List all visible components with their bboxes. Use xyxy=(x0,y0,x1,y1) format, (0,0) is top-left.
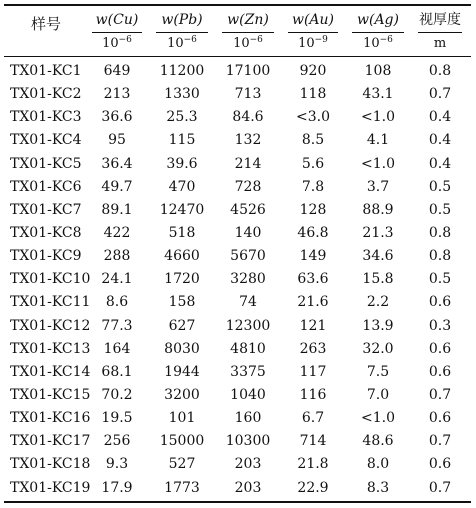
cell-sample-id: TX01-KC19 xyxy=(10,479,91,496)
cell-thickness: 0.5 xyxy=(428,271,452,288)
cell-pb: 627 xyxy=(168,317,196,334)
cell-ag: 8.3 xyxy=(366,479,390,496)
cell-pb: 15000 xyxy=(159,433,205,450)
cell-pb: 4660 xyxy=(164,248,200,265)
cell-cu: 68.1 xyxy=(101,363,133,380)
cell-sample-id: TX01-KC8 xyxy=(10,224,82,241)
cell-ag: 8.0 xyxy=(366,456,390,473)
cell-au: 149 xyxy=(299,248,327,265)
cell-thickness: 0.4 xyxy=(428,132,452,149)
cell-thickness: 0.3 xyxy=(428,317,452,334)
cell-ag: 34.6 xyxy=(362,248,394,265)
table-row xyxy=(4,453,471,476)
cell-zn: 728 xyxy=(234,178,262,195)
cell-sample-id: TX01-KC3 xyxy=(10,109,82,126)
table-row xyxy=(4,83,471,106)
cell-thickness: 0.4 xyxy=(428,155,452,172)
cell-zn: 12300 xyxy=(225,317,271,334)
cell-pb: 115 xyxy=(168,132,196,149)
cell-pb: 1944 xyxy=(164,363,200,380)
cell-cu: 36.4 xyxy=(101,155,133,172)
cell-pb: 12470 xyxy=(159,201,205,218)
cell-au: 63.6 xyxy=(297,271,329,288)
cell-thickness: 0.7 xyxy=(428,386,452,403)
cell-cu: 164 xyxy=(103,340,131,357)
cell-au: 8.5 xyxy=(301,132,325,149)
header-pb xyxy=(150,6,214,56)
table-row xyxy=(4,176,471,199)
table-row xyxy=(4,106,471,129)
fraction-bar xyxy=(156,32,208,33)
cell-thickness: 0.5 xyxy=(428,201,452,218)
cell-cu: 95 xyxy=(108,132,126,149)
cell-zn: 160 xyxy=(234,410,262,427)
table-row xyxy=(4,361,471,384)
cell-thickness: 0.6 xyxy=(428,456,452,473)
cell-pb: 25.3 xyxy=(166,109,198,126)
cell-cu: 8.6 xyxy=(105,294,129,311)
cell-au: 46.8 xyxy=(297,224,329,241)
cell-cu: 9.3 xyxy=(105,456,129,473)
cell-pb: 101 xyxy=(168,410,196,427)
table-row xyxy=(4,338,471,361)
header-unit: $10^{-6}$ xyxy=(167,35,197,51)
cell-cu: 77.3 xyxy=(101,317,133,334)
cell-pb: 158 xyxy=(168,294,196,311)
cell-zn: 10300 xyxy=(225,433,271,450)
cell-cu: 70.2 xyxy=(101,386,133,403)
cell-thickness: 0.8 xyxy=(428,248,452,265)
cell-ag: <1.0 xyxy=(361,109,395,126)
cell-zn: 1040 xyxy=(230,386,266,403)
cell-sample-id: TX01-KC15 xyxy=(10,386,91,403)
cell-zn: 203 xyxy=(234,456,262,473)
cell-ag: 7.0 xyxy=(366,386,390,403)
header-label: w(Cu) xyxy=(95,12,139,28)
header-unit: $10^{-6}$ xyxy=(363,35,393,51)
header-sample-id xyxy=(8,6,84,56)
cell-au: 6.7 xyxy=(301,410,325,427)
cell-ag: 88.9 xyxy=(362,201,394,218)
table-row xyxy=(4,199,471,222)
cell-ag: 43.1 xyxy=(362,86,394,103)
fraction-bar xyxy=(222,32,274,33)
cell-thickness: 0.4 xyxy=(428,109,452,126)
header-label: w(Ag) xyxy=(357,12,399,28)
cell-au: 117 xyxy=(299,363,327,380)
cell-pb: 527 xyxy=(168,456,196,473)
cell-ag: 4.1 xyxy=(366,132,390,149)
header-unit: $10^{-9}$ xyxy=(298,35,328,51)
cell-pb: 1720 xyxy=(164,271,200,288)
cell-sample-id: TX01-KC7 xyxy=(10,201,82,218)
cell-zn: 3280 xyxy=(230,271,266,288)
cell-thickness: 0.6 xyxy=(428,294,452,311)
cell-cu: 24.1 xyxy=(101,271,133,288)
cell-cu: 19.5 xyxy=(101,410,133,427)
cell-sample-id: TX01-KC6 xyxy=(10,178,82,195)
cell-zn: 84.6 xyxy=(232,109,264,126)
cell-cu: 17.9 xyxy=(101,479,133,496)
cell-sample-id: TX01-KC11 xyxy=(10,294,91,311)
cell-cu: 649 xyxy=(103,63,131,79)
cell-au: 714 xyxy=(299,433,327,450)
table-row xyxy=(4,315,471,338)
cell-pb: 8030 xyxy=(164,340,200,357)
cell-thickness: 0.7 xyxy=(428,479,452,496)
header-rule xyxy=(4,56,471,57)
cell-ag: 13.9 xyxy=(362,317,394,334)
cell-ag: 32.0 xyxy=(362,340,394,357)
cell-zn: 140 xyxy=(234,224,262,241)
cell-ag: 3.7 xyxy=(366,178,390,195)
cell-au: 21.8 xyxy=(297,456,329,473)
cell-zn: 5670 xyxy=(230,248,266,265)
header-label: w(Pb) xyxy=(161,12,203,28)
header-label: 样号 xyxy=(30,15,61,33)
table-row xyxy=(4,222,471,245)
cell-pb: 39.6 xyxy=(166,155,198,172)
cell-au: 128 xyxy=(299,201,327,218)
cell-thickness: 0.6 xyxy=(428,363,452,380)
header-au xyxy=(282,6,344,56)
cell-pb: 518 xyxy=(168,224,196,241)
cell-sample-id: TX01-KC13 xyxy=(10,340,91,357)
table-row xyxy=(4,430,471,453)
cell-sample-id: TX01-KC10 xyxy=(10,271,91,288)
cell-au: 22.9 xyxy=(297,479,329,496)
table-row xyxy=(4,477,471,500)
cell-zn: 203 xyxy=(234,479,262,496)
cell-zn: 17100 xyxy=(225,63,271,79)
cell-sample-id: TX01-KC17 xyxy=(10,433,91,450)
cell-ag: 7.5 xyxy=(366,363,390,380)
cell-au: 121 xyxy=(299,317,327,334)
fraction-bar xyxy=(92,32,142,33)
table-row xyxy=(4,153,471,176)
cell-sample-id: TX01-KC16 xyxy=(10,410,91,427)
header-unit: $10^{-6}$ xyxy=(233,35,263,51)
table-row xyxy=(4,384,471,407)
cell-zn: 214 xyxy=(234,155,262,172)
cell-sample-id: TX01-KC9 xyxy=(10,248,82,265)
cell-zn: 713 xyxy=(234,86,262,103)
cell-thickness: 0.6 xyxy=(428,340,452,357)
header-ag xyxy=(346,6,410,56)
cell-cu: 256 xyxy=(103,433,131,450)
table-bottom-rule xyxy=(4,501,471,503)
table-row xyxy=(4,60,471,83)
cell-zn: 132 xyxy=(234,132,262,149)
cell-pb: 1773 xyxy=(164,479,200,496)
cell-cu: 49.7 xyxy=(101,178,133,195)
cell-au: 118 xyxy=(299,86,327,103)
cell-zn: 4526 xyxy=(230,201,266,218)
cell-cu: 36.6 xyxy=(101,109,133,126)
cell-au: 920 xyxy=(299,63,327,79)
cell-zn: 3375 xyxy=(230,363,266,380)
cell-thickness: 0.8 xyxy=(428,224,452,241)
cell-zn: 4810 xyxy=(230,340,266,357)
cell-pb: 3200 xyxy=(164,386,200,403)
cell-cu: 288 xyxy=(103,248,131,265)
cell-ag: 108 xyxy=(364,63,392,79)
table-row xyxy=(4,129,471,152)
cell-thickness: 0.5 xyxy=(428,178,452,195)
cell-sample-id: TX01-KC18 xyxy=(10,456,91,473)
cell-pb: 11200 xyxy=(159,63,205,79)
header-label: w(Zn) xyxy=(227,12,269,28)
header-cu xyxy=(86,6,148,56)
cell-ag: 48.6 xyxy=(362,433,394,450)
cell-pb: 1330 xyxy=(164,86,200,103)
table-row xyxy=(4,291,471,314)
header-thickness xyxy=(412,6,468,56)
cell-au: 7.8 xyxy=(301,178,325,195)
table-header xyxy=(4,6,471,56)
cell-sample-id: TX01-KC5 xyxy=(10,155,82,172)
data-table xyxy=(4,4,471,503)
cell-ag: <1.0 xyxy=(361,410,395,427)
cell-au: 21.6 xyxy=(297,294,329,311)
fraction-bar xyxy=(288,32,338,33)
cell-ag: 15.8 xyxy=(362,271,394,288)
cell-au: 5.6 xyxy=(301,155,325,172)
cell-sample-id: TX01-KC1 xyxy=(10,63,82,79)
table-body xyxy=(4,60,471,500)
header-zn xyxy=(216,6,280,56)
cell-thickness: 0.6 xyxy=(428,410,452,427)
cell-sample-id: TX01-KC4 xyxy=(10,132,82,149)
fraction-bar xyxy=(352,32,404,33)
cell-cu: 422 xyxy=(103,224,131,241)
table-row xyxy=(4,245,471,268)
cell-au: <3.0 xyxy=(296,109,330,126)
cell-pb: 470 xyxy=(168,178,196,195)
cell-thickness: 0.7 xyxy=(428,433,452,450)
cell-ag: 2.2 xyxy=(366,294,390,311)
cell-cu: 213 xyxy=(103,86,131,103)
header-label: w(Au) xyxy=(291,12,335,28)
cell-thickness: 0.7 xyxy=(428,86,452,103)
cell-zn: 74 xyxy=(239,294,257,311)
cell-sample-id: TX01-KC12 xyxy=(10,317,91,334)
cell-sample-id: TX01-KC14 xyxy=(10,363,91,380)
header-unit: m xyxy=(433,36,447,51)
cell-au: 116 xyxy=(299,386,327,403)
header-unit: $10^{-6}$ xyxy=(102,35,132,51)
fraction-bar xyxy=(418,32,462,33)
table-row xyxy=(4,268,471,291)
cell-thickness: 0.8 xyxy=(428,63,452,79)
cell-cu: 89.1 xyxy=(101,201,133,218)
header-label: 视厚度 xyxy=(419,12,461,28)
table-row xyxy=(4,407,471,430)
cell-sample-id: TX01-KC2 xyxy=(10,86,82,103)
cell-ag: 21.3 xyxy=(362,224,394,241)
cell-au: 263 xyxy=(299,340,327,357)
cell-ag: <1.0 xyxy=(361,155,395,172)
